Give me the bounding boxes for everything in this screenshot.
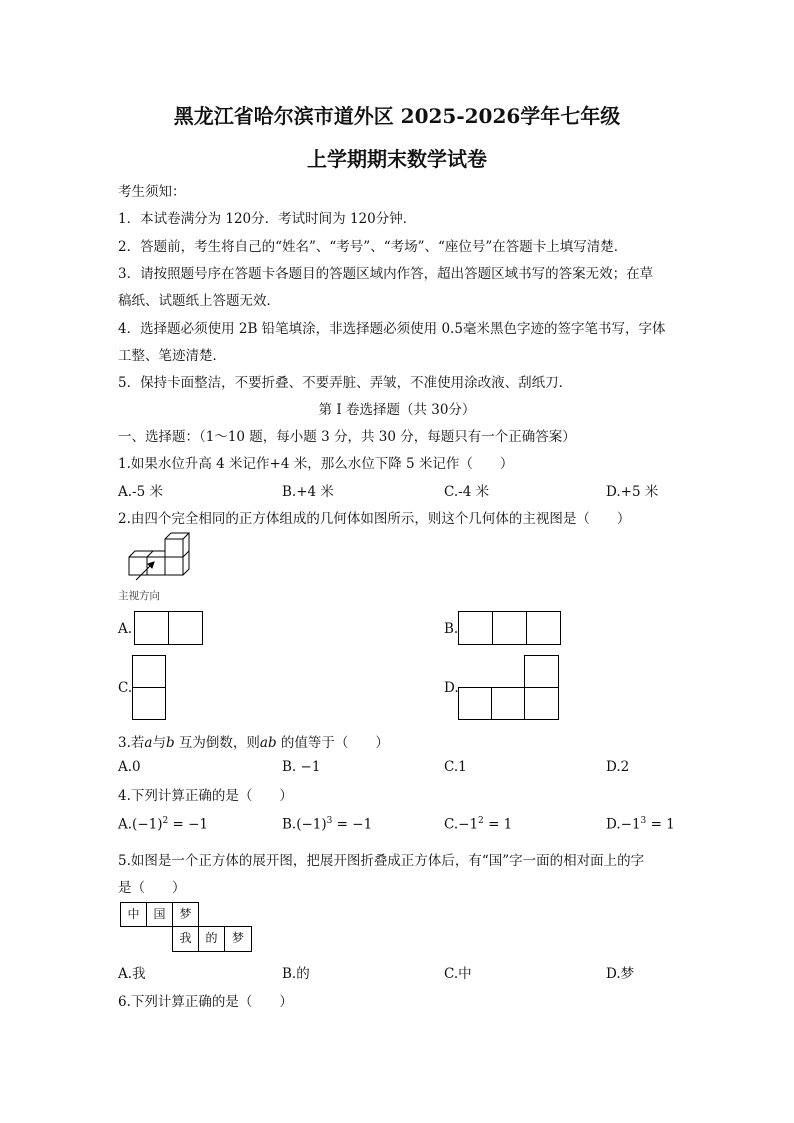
- q4-option-b-rest: = −1: [332, 816, 373, 833]
- q4-option-b-label: B.: [282, 816, 297, 833]
- q3-mid2: 互为倒数，则: [174, 735, 260, 751]
- net-cell: 国: [146, 902, 173, 927]
- q4-option-d-label: D.: [606, 816, 621, 833]
- question-5-stem-line-1: 5.如图是一个正方体的展开图，把展开图折叠成正方体后，有“国”字一面的相对面上的字: [118, 853, 645, 869]
- q3-option-c: C.1: [444, 759, 467, 775]
- net-cell: 梦: [172, 902, 199, 927]
- q5-option-a: A.我: [118, 966, 146, 982]
- q2-option-b-square: [526, 611, 561, 645]
- section-title: 第 I 卷选择题（共 30分）: [318, 402, 476, 418]
- q3-option-a: A.0: [118, 759, 141, 775]
- notice-item: 稿纸、试题纸上答题无效．: [118, 293, 280, 309]
- notice-heading: 考生须知：: [118, 184, 186, 200]
- q4-option-d-rest: = 1: [646, 816, 675, 833]
- net-cell: 梦: [224, 926, 252, 952]
- question-3-stem: [118, 731, 389, 751]
- notice-item: 2．答题前，考生将自己的“姓名”、“考号”、“考场”、“座位号”在答题卡上填写清楚．: [118, 239, 628, 255]
- q4-option-b-exp: 3: [326, 816, 333, 826]
- cube-solid-figure: [118, 532, 198, 582]
- notice-item: 5．保持卡面整洁，不要折叠、不要弄脏、弄皱，不准使用涂改液、刮纸刀．: [118, 375, 573, 391]
- q3-mid: 与: [152, 735, 166, 751]
- q1-option-c: C.-4 米: [444, 484, 490, 500]
- q3-var-a: a: [144, 735, 153, 751]
- notice-item: 4．选择题必须使用 2B 铅笔填涂，非选择题必须使用 0.5毫米黑色字迹的签字笔书写，字体: [118, 321, 666, 337]
- net-cell: 的: [198, 926, 225, 952]
- q3-prefix: 3.若: [118, 735, 145, 751]
- q2-option-b-square: [458, 611, 493, 645]
- q1-option-d: D.+5 米: [606, 484, 659, 500]
- question-5-stem-line-2: 是（ ）: [118, 880, 186, 896]
- question-1-stem: 1.如果水位升高 4 米记作+4 米，那么水位下降 5 米记作（ ）: [118, 456, 514, 472]
- q3-var-ab: ab: [259, 735, 277, 751]
- q1-option-b: B.+4 米: [282, 484, 334, 500]
- net-cell: 我: [172, 926, 199, 952]
- q4-option-a-base: (−1): [132, 816, 163, 833]
- q4-option-d-base: −1: [620, 816, 641, 833]
- title-line-1: 黑龙江省哈尔滨市道外区 2025-2026学年七年级: [173, 104, 621, 128]
- q2-option-c-square: [132, 687, 166, 720]
- q2-option-c-label: C.: [118, 680, 133, 696]
- notice-item: 工整、笔迹清楚．: [118, 348, 226, 364]
- q4-option-c-exp: 2: [478, 816, 484, 826]
- q5-option-c: C.中: [444, 966, 472, 982]
- q4-option-a-exp: 2: [162, 816, 169, 826]
- q4-option-c-base: −1: [458, 816, 479, 833]
- q3-option-b: B. −1: [282, 759, 321, 775]
- q3-suffix: 的值等于（ ）: [276, 735, 389, 751]
- q2-option-b-label: B.: [444, 621, 459, 637]
- q5-option-b: B.的: [282, 966, 310, 982]
- q4-option-a: [118, 816, 208, 833]
- q2-option-d-square: [491, 687, 525, 720]
- q5-option-d: D.梦: [606, 966, 635, 982]
- q2-option-c-square: [132, 655, 166, 688]
- q4-option-d: [606, 816, 675, 833]
- q2-option-b-square: [492, 611, 527, 645]
- q2-option-d-square: [458, 687, 492, 720]
- view-direction-caption: 主视方向: [118, 590, 160, 602]
- q2-option-a-label: A.: [118, 621, 133, 637]
- notice-item: 1．本试卷满分为 120分．考试时间为 120分钟．: [118, 211, 417, 227]
- q4-option-c-rest: = 1: [483, 816, 513, 833]
- q4-option-a-rest: = −1: [168, 816, 209, 833]
- net-cell: 中: [120, 902, 147, 927]
- q1-option-a: A.-5 米: [118, 484, 163, 500]
- q3-option-d: D.2: [606, 759, 630, 775]
- question-2-stem: 2.由四个完全相同的正方体组成的几何体如图所示，则这个几何体的主视图是（ ）: [118, 511, 631, 527]
- q2-option-d-square: [524, 655, 559, 688]
- section-heading: 一、选择题：（1～10 题，每小题 3 分，共 30 分，每题只有一个正确答案）: [118, 429, 576, 445]
- q4-option-a-label: A.: [118, 816, 133, 833]
- q2-option-a-square: [134, 611, 169, 645]
- q3-var-b: b: [165, 735, 175, 751]
- q4-option-b: [282, 816, 372, 833]
- q4-option-d-exp: 3: [640, 816, 647, 826]
- question-6-stem: 6.下列计算正确的是（ ）: [118, 994, 293, 1010]
- q4-option-c-label: C.: [444, 816, 459, 833]
- q4-option-c: [444, 816, 512, 833]
- q2-option-d-square: [524, 687, 559, 720]
- q2-option-d-label: D.: [444, 680, 459, 696]
- q2-option-a-square: [168, 611, 203, 645]
- question-4-stem: 4.下列计算正确的是（ ）: [118, 788, 293, 804]
- title-line-2: 上学期期末数学试卷: [307, 147, 487, 171]
- q4-option-b-base: (−1): [296, 816, 327, 833]
- notice-item: 3．请按照题号序在答题卡各题目的答题区域内作答，超出答题区域书写的答案无效；在草: [118, 266, 654, 282]
